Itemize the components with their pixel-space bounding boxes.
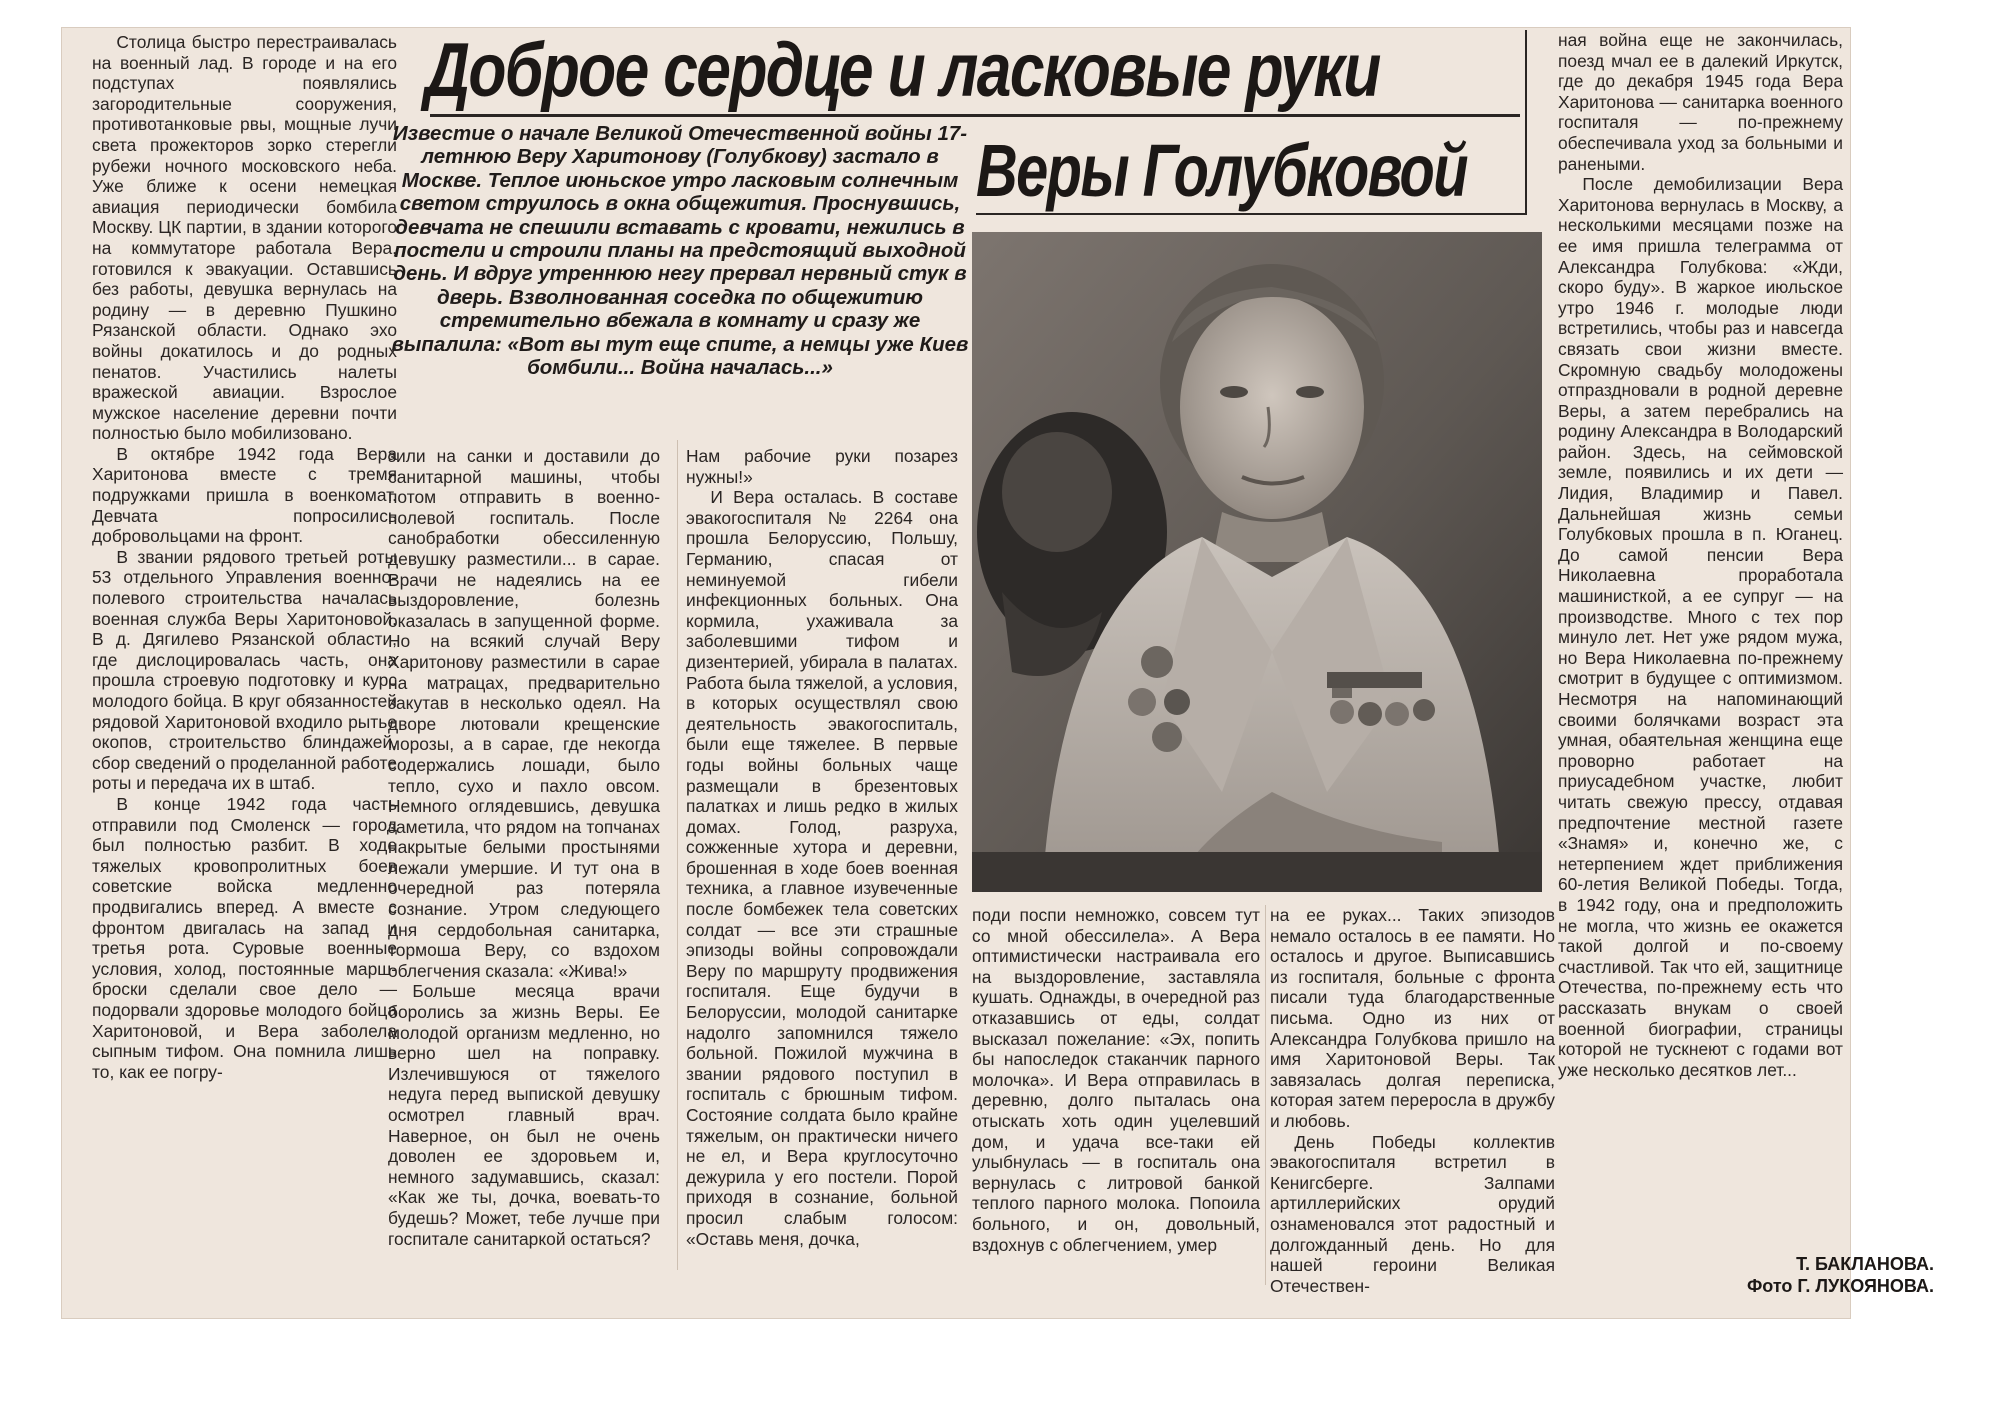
text-column-5	[1270, 905, 1555, 1296]
paragraph: ная война еще не закончилась, поезд мчал ее в далекий Иркутск, где до декабря 1945 года Вера Харитонова — санитарка военного госпиталя — по-прежнему обеспечивала уход за больными и ранеными.	[1558, 30, 1843, 174]
paragraph: В конце 1942 года часть отправили под Смоленск — город был полностью разбит. В ходе тяжелых кровопролитных боев советские войска медленно продвигались вперед. А вместе с фронтом двигалась на запад и третья рота. Суровые военные условия, холод, постоянные марш-броски сделали свое дело — подорвали здоровье молодого бойца Харитоновой, и Вера заболела сыпным тифом. Она помнила лишь то, как ее погру-	[92, 793, 397, 1082]
headline-vertical-rule	[1525, 30, 1527, 215]
lead-paragraph: Известие о начале Великой Отечественной войны 17-летнюю Веру Харитонову (Голубкову) застало в Москве. Теплое июньское утро ласковым солнечным светом струилось в окна общежития. Проснувшись, девчата не спешили вставать с кровати, нежились в постели и строили планы на предстоящий выходной день. И вдруг утреннюю негу прервал нервный стук в дверь. Взволнованная соседка по общежитию стремительно вбежала в комнату и сразу же выпалила: «Вот вы тут еще спите, а немцы уже Киев бомбили... Война началась...»	[391, 122, 969, 380]
byline	[1747, 1253, 1934, 1297]
portrait-image	[972, 232, 1542, 892]
text-column-2	[388, 446, 660, 1249]
paragraph: После демобилизации Вера Харитонова вернулась в Москву, а несколькими месяцами позже на ее имя пришла телеграмма от Александра Голубкова: «Жди, скоро буду». В жаркое июльское утро 1946 г. молодые люди встретились, чтобы раз и навсегда связать свои жизни вместе. Скромную свадьбу молодожены отпраздновали в родной деревне Веры, а затем перебрались на родину Александра в Володарский район. Здесь, на сеймовской земле, появились и их дети — Лидия, Владимир и Павел. Дальнейшая жизнь семьи Голубковых прошла в п. Юганец. До самой пенсии Вера Николаевна проработала машинисткой, а ее супруг — на производстве. Много с тех пор минуло лет. Нет уже рядом мужа, но Вера Николаевна по-прежнему смотрит в будущее с оптимизмом. Несмотря на напоминающий своими болячками возраст эта умная, обаятельная женщина еще проворно работает на приусадебном участке, любит читать свежую прессу, отдавая предпочтение местной газете «Знамя» и, конечно же, с нетерпением ждет приближения 60-летия Великой Победы. Тогда, в 1942 году, она и предположить не могла, что жизнь ее окажется такой долгой и по-своему счастливой. Так что ей, защитнице Отечества, по-прежнему есть что рассказать внукам о своей военной биографии, страницы которой не тускнеют с годами вот уже несколько десятков лет...	[1558, 174, 1843, 1080]
paragraph: поди поспи немножко, совсем тут со мной обессилела». А Вера оптимистически настраивала его на выздоровление, заставляла кушать. Однажды, в очередной раз отказавшись от еды, солдат высказал пожелание: «Эх, попить бы напоследок стаканчик парного молочка». И Вера отправилась в деревню, долго пыталась она отыскать хоть один уцелевший дом, и удача все-таки ей улыбнулась — в госпиталь она вернулась с литровой банкой теплого парного молока. Попоила больного, и он, довольный, вздохнув с облегчением, умер	[972, 905, 1260, 1255]
headline-name: Веры Голубковой	[976, 129, 1467, 212]
text-column-4	[972, 905, 1260, 1255]
paragraph: Столица быстро перестраивалась на военный лад. В городе и на его подступах появлялись загородительные сооружения, противотанковые рвы, мощные лучи света прожекторов зорко стерегли рубежи ночного московского неба. Уже ближе к осени немецкая авиация периодически бомбила Москву. ЦК партии, в здании которого на коммутаторе работала Вера, готовился к эвакуации. Оставшись без работы, девушка вернулась на родину — в деревню Пушкино Рязанской области. Однако эхо войны докатилось и до родных пенатов. Участились налеты вражеской авиации. Взрослое мужское население деревни почти полностью было мобилизовано.	[92, 32, 397, 444]
author: Т. БАКЛАНОВА.	[1796, 1254, 1934, 1274]
paragraph: на ее руках... Таких эпизодов немало осталось в ее памяти. Но осталось и другое. Выписавшись из госпиталя, больные с фронта писали туда благодарственные письма. Одно из них от Александра Голубкова пришло на имя Харитоновой Веры. Так завязалась долгая переписка, которая затем переросла в дружбу и любовь.	[1270, 905, 1555, 1131]
column-divider	[1265, 905, 1266, 1285]
text-column-3	[686, 446, 958, 1249]
headline-rule	[430, 114, 1520, 117]
paragraph: В звании рядового третьей роты 53 отдельного Управления военно-полевого строительства началась военная служба Веры Харитоновой. В д. Дягилево Рязанской области, где дислоцировалась часть, она прошла строевую подготовку и курс молодого бойца. В круг обязанностей рядовой Харитоновой входило рытье окопов, строительство блиндажей, сбор сведений о проделанной работе роты и передача их в штаб.	[92, 546, 397, 794]
text-column-6	[1558, 30, 1843, 1080]
text-column-1	[92, 32, 397, 1082]
column-divider	[677, 440, 678, 1270]
paragraph: Больше месяца врачи боролись за жизнь Веры. Ее молодой организм медленно, но верно шел на поправку. Излечившуюся от тяжелого недуга перед выпиской девушку осмотрел главный врач. Наверное, он был не очень доволен ее здоровьем и, немного задумавшись, сказал: «Как же ты, дочка, воевать-то будешь? Может, тебе лучше при госпитале санитаркой остаться?	[388, 981, 660, 1249]
headline-name-rule	[976, 213, 1526, 215]
paragraph: Нам рабочие руки позарез нужны!»	[686, 446, 958, 487]
paragraph: День Победы коллектив эвакогоспиталя встретил в Кенигсберге. Залпами артиллерийских орудий ознаменовался этот радостный и долгожданный день. Но для нашей героини Великая Отечествен-	[1270, 1131, 1555, 1296]
portrait-photo	[972, 232, 1542, 892]
photo-credit: Фото Г. ЛУКОЯНОВА.	[1746, 1276, 1934, 1296]
headline: Доброе сердце и ласковые руки	[425, 28, 1380, 113]
paragraph: И Вера осталась. В составе эвакогоспиталя № 2264 она прошла Белоруссию, Польшу, Германию, спасая от неминуемой гибели инфекционных больных. Она кормила, ухаживала за заболевшими тифом и дизентерией, убирала в палатах. Работа была тяжелой, а условия, в которых осуществлял свою деятельность эвакогоспиталь, были еще тяжелее. В первые годы войны больных чаще размещали в брезентовых палатках и лишь редко в жилых домах. Голод, разруха, сожженные хутора и деревни, брошенная в ходе боев военная техника, а главное изувеченные после бомбежек тела советских солдат — все эти страшные эпизоды войны сопровождали Веру по маршруту продвижения госпиталя. Еще будучи в Белоруссии, молодой санитарке надолго запомнился тяжело больной. Пожилой мужчина в звании рядового поступил в госпиталь с брюшным тифом. Состояние солдата было крайне тяжелым, он практически ничего не ел, и Вера круглосуточно дежурила у его постели. Порой приходя в сознание, больной просил слабым голосом: «Оставь меня, дочка,	[686, 487, 958, 1249]
paragraph: В октябре 1942 года Вера Харитонова вместе с тремя подружками пришла в военкомат. Девчата попросились добровольцами на фронт.	[92, 443, 397, 547]
paragraph: зили на санки и доставили до санитарной машины, чтобы потом отправить в военно-полевой госпиталь. После санобработки обессиленную девушку разместили... в сарае. Врачи не надеялись на ее выздоровление, болезнь оказалась в запущенной форме. Но на всякий случай Веру Харитонову разместили в сарае на матрацах, предварительно закутав в несколько одеял. На дворе лютовали крещенские морозы, а в сарае, где некогда содержались лошади, было тепло, сухо и пахло овсом. Немного оглядевшись, девушка заметила, что рядом на топчанах накрытые белыми простынями лежали умершие. И тут она в очередной раз потеряла сознание. Утром следующего дня сердобольная санитарка, тормоша Веру, со вздохом облегчения сказала: «Жива!»	[388, 446, 660, 981]
